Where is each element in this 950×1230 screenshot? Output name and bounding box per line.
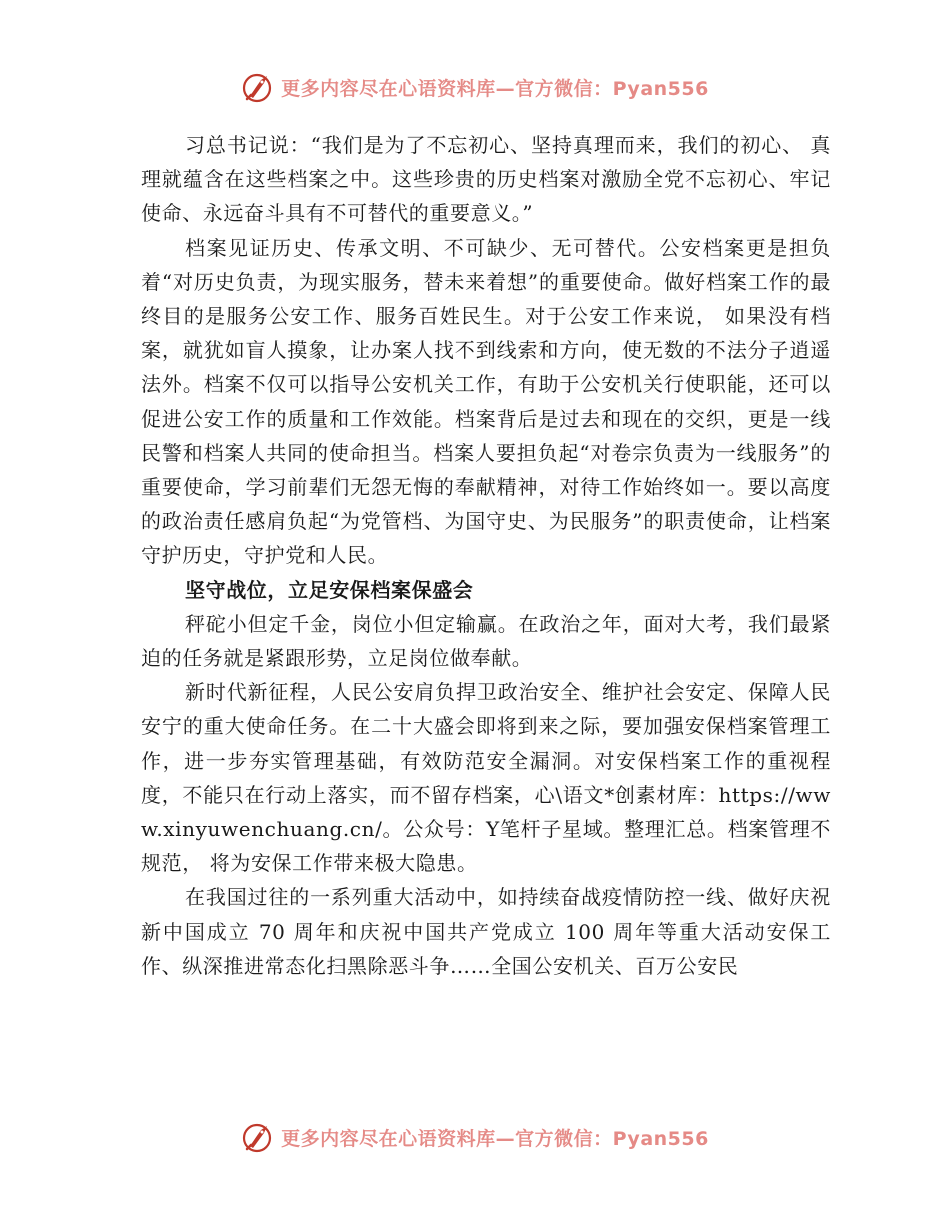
paragraph-post-duty: 秤砣小但定千金，岗位小但定输赢。在政治之年，面对大考，我们最紧迫的任务就是紧跟形势，立足岗位做奉献。 [141, 611, 831, 671]
pen-nib-logo-icon [241, 1120, 273, 1154]
section-heading: 坚守战位，立足安保档案保盛会 [185, 577, 474, 602]
header-banner-text: 更多内容尽在心语资料库—官方微信：Pyan556 [281, 77, 709, 100]
footer-banner-text: 更多内容尽在心语资料库—官方微信：Pyan556 [281, 1127, 709, 1150]
pen-nib-logo-icon [241, 70, 273, 104]
paragraph-new-era: 新时代新征程，人民公安肩负捍卫政治安全、维护社会安定、保障人民安宁的重大使命任务。在二十大盛会即将到来之际，要加强安保档案管理工作，进一步夯实管理基础，有效防范安全漏洞。对安保档案工作的重视程度，不能只在行动上落实，而不留存档案，心\语文*创素材库：https://www.xinyuwenchuang.cn/。公众号：Y笔杆子星域。整理汇总。档案管理不规范， 将为安保工作带来极大隐患。 [141, 680, 831, 876]
footer-banner [0, 1120, 950, 1154]
paragraph-major-events: 在我国过往的一系列重大活动中，如持续奋战疫情防控一线、做好庆祝新中国成立 70 周年和庆祝中国共产党成立 100 周年等重大活动安保工作、纵深推进常态化扫黑除恶斗争……全国公安机关、百万公安民 [141, 885, 831, 978]
header-banner [0, 70, 950, 104]
document-body [141, 128, 831, 983]
paragraph-quote: 习总书记说：“我们是为了不忘初心、坚持真理而来，我们的初心、 真理就蕴含在这些档案之中。这些珍贵的历史档案对激励全党不忘初心、牢记使命、永远奋斗具有不可替代的重要意义。” [141, 133, 832, 226]
paragraph-archives-history: 档案见证历史、传承文明、不可缺少、无可替代。公安档案更是担负着“对历史负责，为现实服务，替未来着想”的重要使命。做好档案工作的最终目的是服务公安工作、服务百姓民生。对于公安工作来说， 如果没有档案，就犹如盲人摸象，让办案人找不到线索和方向，使无数的不法分子逍遥法外。档案不仅可以指导公安机关工作，有助于公安机关行使职能，还可以促进公安工作的质量和工作效能。档案背后是过去和现在的交织，更是一线民警和档案人共同的使命担当。档案人要担负起“对卷宗负责为一线服务”的重要使命，学习前辈们无怨无悔的奉献精神，对待工作始终如一。要以高度的政治责任感肩负起“为党管档、为国守史、为民服务”的职责使命，让档案守护历史，守护党和人民。 [141, 235, 831, 568]
